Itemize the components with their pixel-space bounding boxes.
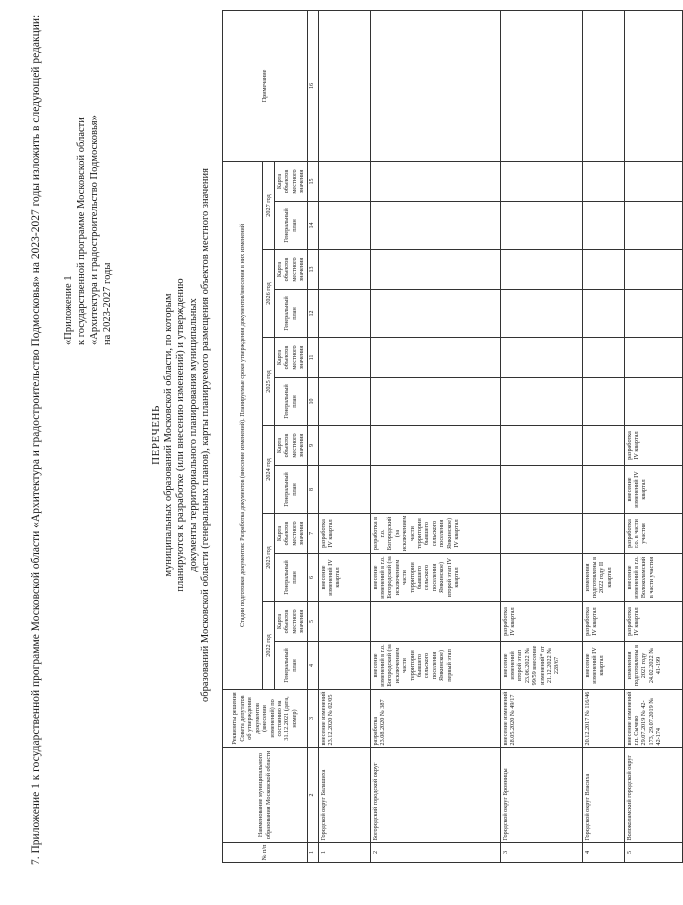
column-number: 8 [307, 466, 318, 514]
header-general-plan: Генеральный план [275, 466, 308, 514]
header-local-objects-map: Карта объектов местного значения [275, 602, 308, 642]
cell-num: 3 [500, 843, 582, 863]
header-note: Примечание [223, 10, 308, 161]
cell-c11 [624, 338, 682, 378]
cell-c12 [370, 290, 500, 338]
cell-c13 [370, 250, 500, 290]
title-line-2: планируются к разработке (или внесению изменений) и утверждению [175, 278, 186, 592]
cell-c7 [500, 514, 582, 554]
header-general-plan: Генеральный план [275, 202, 308, 250]
cell-c10 [318, 378, 370, 426]
column-number: 6 [307, 554, 318, 602]
cell-c16 [318, 10, 370, 161]
cell-c6: внесение изменений в г.о. Волоколамский в части участия [624, 554, 682, 602]
column-number: 15 [307, 161, 318, 201]
column-number: 7 [307, 514, 318, 554]
column-number: 5 [307, 602, 318, 642]
header-general-plan: Генеральный план [275, 378, 308, 426]
header-local-objects-map: Карта объектов местного значения [275, 514, 308, 554]
cell-name: Волоколамский городской округ [624, 748, 682, 843]
cell-name: Городской округ Балашиха [318, 748, 370, 843]
cell-c8 [582, 466, 624, 514]
cell-c5 [318, 602, 370, 642]
cell-c8 [500, 466, 582, 514]
header-year-2: 2023 год [263, 514, 275, 602]
cell-c7: разработка в г.о. Богородский (за исключением части территории бывшего сельского поселения Ямкинское) IV квартал [370, 514, 500, 554]
column-number: 12 [307, 290, 318, 338]
appendix-line-3: «Архитектура и градостроительство Подмосковья» [89, 115, 100, 345]
cell-c9 [500, 426, 582, 466]
cell-c15 [318, 161, 370, 201]
header-local-objects-map: Карта объектов местного значения [275, 250, 308, 290]
cell-c14 [370, 202, 500, 250]
cell-c10 [370, 378, 500, 426]
appendix-line-4: на 2023-2027 годы [102, 262, 113, 345]
column-number: 4 [307, 642, 318, 690]
title-line-3: документы территориального планирования муниципальных [187, 298, 199, 572]
table-row [582, 10, 624, 862]
cell-c5: разработка IV квартал [500, 602, 582, 642]
column-number: 1 [307, 843, 318, 863]
header-requisites: Реквизиты решения Совета депутатов об утверждении документов (внесении изменений) по состоянию на 31.12.2021 (дата, номер) [223, 690, 308, 748]
cell-c12 [582, 290, 624, 338]
document-heading: 7. Приложение 1 к государственной программе Московской области «Архитектура и градостроительство Подмосковья» на 2023-2027 годы изложить в следующей редакции: [30, 14, 42, 865]
cell-name: Городской округ Бронницы [500, 748, 582, 843]
cell-c10 [624, 378, 682, 426]
cell-req: внесение изменений 28.05.2020 № 49/17 [500, 690, 582, 748]
header-local-objects-map: Карта объектов местного значения [275, 161, 308, 201]
cell-c4: внесение изменений в г.о. Богородский (за исключением части территории бывшего сельского поселения Ямкинское) первый этап [370, 642, 500, 690]
cell-num: 2 [370, 843, 500, 863]
column-number: 16 [307, 10, 318, 161]
cell-c5: разработка IV квартал [624, 602, 682, 642]
cell-req: внесение изменений г.п. Сычево 29.07.2019 № 42-173, 29.07.2019 № 42-174 [624, 690, 682, 748]
cell-c7: разработка IV квартал [318, 514, 370, 554]
cell-req: 20.12.2017 № 116/46 [582, 690, 624, 748]
cell-c10 [500, 378, 582, 426]
cell-c16 [624, 10, 682, 161]
cell-c4: изменения подготовлены в 2021 году 24.02.2022 № 41-199 [624, 642, 682, 690]
cell-c12 [500, 290, 582, 338]
column-number: 10 [307, 378, 318, 426]
header-general-plan: Генеральный план [275, 642, 308, 690]
cell-c6 [500, 554, 582, 602]
header-year-4: 2025 год [263, 338, 275, 426]
title-line-1: муниципальных образований Московской области, по которым [162, 293, 174, 577]
cell-c12 [318, 290, 370, 338]
cell-c13 [318, 250, 370, 290]
cell-c7 [582, 514, 624, 554]
appendix-line-1: «Приложение 1 [63, 275, 74, 345]
cell-c9 [370, 426, 500, 466]
cell-c6: изменения подготовлены в 2022 году II квартал [582, 554, 624, 602]
header-year-1: 2022 год [263, 602, 275, 690]
cell-c6: внесение изменений IV квартал [318, 554, 370, 602]
table-row [500, 10, 582, 862]
column-number: 14 [307, 202, 318, 250]
municipalities-table [222, 10, 683, 863]
cell-c15 [500, 161, 582, 201]
title-line-4: образований Московской области (генеральных планов), карты планируемого размещения объектов местного значения [200, 168, 211, 702]
cell-c9: разработка IV квартал [624, 426, 682, 466]
cell-c9 [582, 426, 624, 466]
cell-c16 [500, 10, 582, 161]
cell-c4: внесение изменений IV квартал [582, 642, 624, 690]
column-number: 13 [307, 250, 318, 290]
title-word: ПЕРЕЧЕНЬ [150, 405, 162, 465]
header-stages: Стадии подготовки документов: Разработка документов (внесение изменений). Планируемые сроки утверждения документов/внесения в них изменений [223, 161, 263, 689]
cell-num: 4 [582, 843, 624, 863]
cell-c4 [318, 642, 370, 690]
cell-c12 [624, 290, 682, 338]
table-row [370, 10, 500, 862]
cell-name: Городской округ Власиха [582, 748, 624, 843]
cell-c13 [624, 250, 682, 290]
cell-c5: разработка IV квартал [582, 602, 624, 642]
column-number: 2 [307, 748, 318, 843]
column-number: 9 [307, 426, 318, 466]
header-name: Наименование муниципального образования Московской области [223, 748, 308, 843]
cell-c6: внесение изменений в г.о. Богородский (за исключением части территории бывшего сельского поселения Ямкинское) второй этап IV квартал [370, 554, 500, 602]
cell-c10 [582, 378, 624, 426]
table-row [318, 10, 370, 862]
cell-c5 [370, 602, 500, 642]
document-title [150, 85, 213, 785]
cell-c14 [582, 202, 624, 250]
header-local-objects-map: Карта объектов местного значения [275, 426, 308, 466]
cell-c14 [500, 202, 582, 250]
cell-req: внесение изменений 23.12.2020 № 02/05 [318, 690, 370, 748]
header-year-3: 2024 год [263, 426, 275, 514]
cell-name: Богородский городской округ [370, 748, 500, 843]
cell-c11 [370, 338, 500, 378]
column-number: 11 [307, 338, 318, 378]
cell-c14 [318, 202, 370, 250]
cell-c15 [370, 161, 500, 201]
cell-c11 [500, 338, 582, 378]
cell-req: разработка 23.08.2020 № 387 [370, 690, 500, 748]
cell-c16 [370, 10, 500, 161]
header-local-objects-map: Карта объектов местного значения [275, 338, 308, 378]
cell-c8 [370, 466, 500, 514]
header-general-plan: Генеральный план [275, 290, 308, 338]
appendix-block [62, 115, 114, 345]
cell-num: 5 [624, 843, 682, 863]
cell-c13 [500, 250, 582, 290]
header-year-6: 2027 год [263, 161, 275, 249]
cell-num: 1 [318, 843, 370, 863]
cell-c9 [318, 426, 370, 466]
cell-c16 [582, 10, 624, 161]
cell-c8 [318, 466, 370, 514]
table-row [624, 10, 682, 862]
cell-c14 [624, 202, 682, 250]
cell-c7: разработка г.о. в части участия [624, 514, 682, 554]
header-num: № п/п [223, 843, 308, 863]
header-year-5: 2026 год [263, 250, 275, 338]
header-general-plan: Генеральный план [275, 554, 308, 602]
cell-c15 [624, 161, 682, 201]
cell-c4: внесение изменений второй этап 23.06.2022 № 99/59 внесение изменений* от 21.12.2022 № 228/67 [500, 642, 582, 690]
cell-c13 [582, 250, 624, 290]
cell-c15 [582, 161, 624, 201]
appendix-line-2: к государственной программе Московской области [76, 117, 87, 345]
cell-c11 [318, 338, 370, 378]
cell-c8: внесение изменений IV квартал [624, 466, 682, 514]
cell-c11 [582, 338, 624, 378]
column-number: 3 [307, 690, 318, 748]
